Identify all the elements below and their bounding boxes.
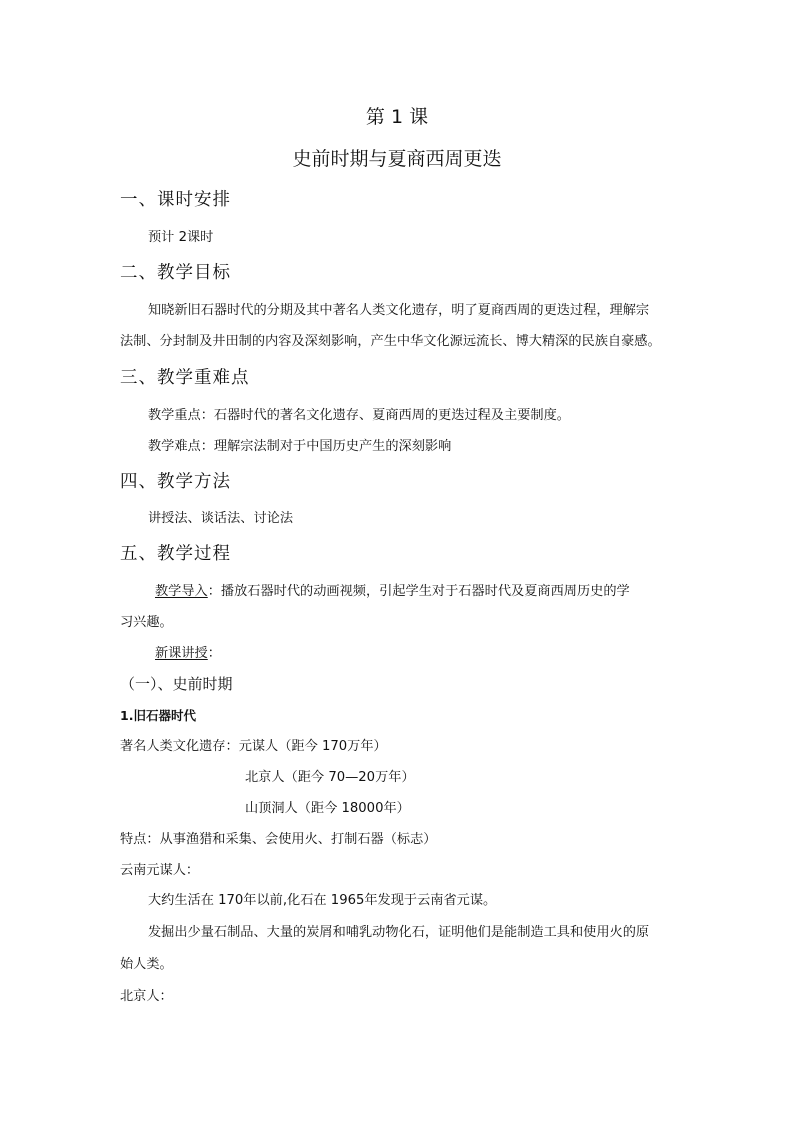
yuanmou-paragraph-1: 大约生活在 170年以前,化石在 1965年发现于云南省元谋。: [148, 893, 497, 908]
section-heading-goals: 二、教学目标: [120, 263, 231, 283]
section-heading-process: 五、教学过程: [120, 544, 231, 564]
site-yuanmou: 元谋人（距今 170万年）: [238, 739, 387, 754]
yuanmou-paragraph-2-line-2: 始人类。: [120, 957, 173, 972]
yuanmou-paragraph-2-line-1: 发掘出少量石制品、大量的炭屑和哺乳动物化石，证明他们是能制造工具和使用火的原: [148, 925, 650, 940]
site-peking: 北京人（距今 70—20万年）: [245, 770, 415, 785]
peking-man-label: 北京人：: [120, 989, 173, 1004]
lesson-number: 第 1 课: [365, 106, 429, 128]
goals-line-1: 知晓新旧石器时代的分期及其中著名人类文化遗存，明了夏商西周的更迭过程，理解宗: [148, 303, 650, 318]
sites-label: 著名人类文化遗存：: [120, 739, 239, 754]
section-heading-methods: 四、教学方法: [120, 472, 231, 492]
features-text: 特点：从事渔猎和采集、会使用火、打制石器（标志）: [120, 832, 437, 847]
difficult-point-text: 教学难点：理解宗法制对于中国历史产生的深刻影响: [148, 439, 452, 454]
new-lesson-label: 新课讲授: [155, 646, 208, 661]
methods-text: 讲授法、谈话法、讨论法: [148, 511, 294, 526]
subsection-heading-prehistory: （一）、史前时期: [120, 675, 233, 693]
schedule-text: 预计 2课时: [148, 230, 214, 245]
intro-text: ：播放石器时代的动画视频，引起学生对于石器时代及夏商西周历史的学: [207, 584, 630, 599]
intro-label: 教学导入: [155, 584, 208, 599]
section-heading-schedule: 一、课时安排: [120, 190, 231, 210]
sites-line-1: [120, 740, 387, 753]
intro-text-continued: 习兴趣。: [120, 615, 173, 630]
goals-line-2: 法制、分封制及井田制的内容及深刻影响，产生中华文化源远流长、博大精深的民族自豪感。: [120, 334, 661, 349]
new-lesson-line: [155, 647, 221, 660]
point-paleolithic: 1.旧石器时代: [120, 708, 196, 723]
yuanmou-label: 云南元谋人：: [120, 863, 200, 878]
intro-paragraph: [155, 585, 630, 598]
site-upper-cave: 山顶洞人（距今 18000年）: [245, 801, 410, 816]
section-heading-key-points: 三、教学重难点: [120, 368, 250, 388]
new-lesson-colon: ：: [207, 646, 221, 661]
lesson-title: 史前时期与夏商西周更迭: [292, 148, 502, 170]
key-point-text: 教学重点：石器时代的著名文化遗存、夏商西周的更迭过程及主要制度。: [148, 408, 570, 423]
